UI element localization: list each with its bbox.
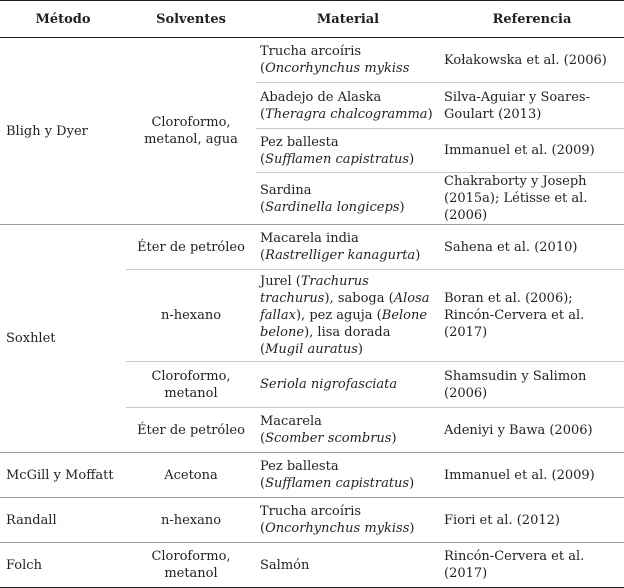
reference-cell: Rincón-Cervera et al. (2017) xyxy=(440,543,624,588)
material-common: Sardina xyxy=(260,182,312,198)
material-common: lisa dorada xyxy=(317,325,391,340)
material-cell: Salmón xyxy=(256,543,440,588)
header-material: Material xyxy=(256,1,440,38)
reference-cell: Boran et al. (2006); Rincón-Cervera et al. (2017) xyxy=(440,270,624,362)
table-row xyxy=(0,38,624,83)
material-common: pez aguja xyxy=(309,308,373,323)
material-common: Macarela xyxy=(260,414,322,429)
material-scientific: Oncorhynchus mykiss xyxy=(265,521,410,536)
material-cell xyxy=(256,362,440,408)
reference-cell: Sahena et al. (2010) xyxy=(440,225,624,270)
solvents-cell: n-hexano xyxy=(126,498,256,543)
material-scientific: Rastrelliger kanagurta xyxy=(265,248,416,263)
method-soxhlet: Soxhlet xyxy=(0,225,126,453)
table-row xyxy=(0,453,624,498)
material-scientific: Oncorhynchus mykiss xyxy=(265,61,410,76)
material-scientific: Mugil auratus xyxy=(265,342,358,357)
material-scientific: Trachurus trachurus xyxy=(260,274,369,306)
material-scientific: Sufflamen capistratus xyxy=(265,476,410,491)
header-row xyxy=(0,1,624,38)
reference-cell: Silva-Aguiar y Soares-Goulart (2013) xyxy=(440,83,624,129)
solvents-cell: Cloroformo, metanol xyxy=(126,543,256,588)
table-row xyxy=(0,225,624,270)
solvents-cell: Cloroformo, metanol xyxy=(126,362,256,408)
table-row xyxy=(0,543,624,588)
reference-cell: Shamsudin y Salimon (2006) xyxy=(440,362,624,408)
reference-cell: Fiori et al. (2012) xyxy=(440,498,624,543)
material-common: Trucha arcoíris xyxy=(260,44,362,59)
reference-cell: Chakraborty y Joseph (2015a); Létisse et al. (2006) xyxy=(440,173,624,225)
reference-cell: Immanuel et al. (2009) xyxy=(440,453,624,498)
material-cell: Jurel (Trachurus trachurus), saboga (Alosa fallax), pez aguja (Belone belone), lisa dorada (Mugil auratus) xyxy=(256,270,440,362)
material-cell: Trucha arcoíris (Oncorhynchus mykiss) xyxy=(256,498,440,543)
method-bligh: Bligh y Dyer xyxy=(0,38,126,225)
table-row xyxy=(0,498,624,543)
material-common: Jurel xyxy=(260,274,292,289)
method-folch: Folch xyxy=(0,543,126,588)
material-scientific: Alosa fallax xyxy=(260,291,430,323)
material-cell: Sardina (Sardinella longiceps) xyxy=(256,173,440,225)
solvents-cell: Éter de petróleo xyxy=(126,225,256,270)
material-scientific: Seriola nigrofasciata xyxy=(260,377,398,392)
material-common: Pez ballesta xyxy=(260,134,339,150)
header-reference: Referencia xyxy=(440,1,624,38)
method-randall: Randall xyxy=(0,498,126,543)
material-common: Pez ballesta xyxy=(260,459,339,474)
material-cell: Macarela (Scomber scombrus) xyxy=(256,408,440,453)
reference-cell: Adeniyi y Bawa (2006) xyxy=(440,408,624,453)
material-scientific: Scomber scombrus xyxy=(265,431,392,446)
material-cell: Trucha arcoíris (Oncorhynchus mykiss xyxy=(260,44,410,76)
material-scientific: Theragra chalcogramma xyxy=(265,106,428,122)
reference-cell: Immanuel et al. (2009) xyxy=(440,129,624,173)
reference-cell: Kołakowska et al. (2006) xyxy=(444,52,607,68)
solvents-cell: Éter de petróleo xyxy=(126,408,256,453)
material-common: Trucha arcoíris xyxy=(260,504,362,519)
material-scientific: Sardinella longiceps xyxy=(265,199,400,215)
material-cell: Abadejo de Alaska (Theragra chalcogramma) xyxy=(256,83,440,129)
material-scientific: Belone belone xyxy=(260,308,428,340)
material-common: Abadejo de Alaska xyxy=(260,89,382,105)
solvents-bligh: Cloroformo, metanol, agua xyxy=(126,38,256,225)
material-cell: Pez ballesta (Sufflamen capistratus) xyxy=(256,129,440,173)
material-common: Macarela india xyxy=(260,231,359,246)
solvents-cell: Acetona xyxy=(126,453,256,498)
solvents-cell: n-hexano xyxy=(126,270,256,362)
header-method: Método xyxy=(0,1,126,38)
material-cell: Macarela india (Rastrelliger kanagurta) xyxy=(256,225,440,270)
material-scientific: Sufflamen capistratus xyxy=(265,151,410,167)
header-solvents: Solventes xyxy=(126,1,256,38)
material-common: saboga xyxy=(337,291,385,306)
method-mcgill: McGill y Moffatt xyxy=(0,453,126,498)
material-cell: Pez ballesta (Sufflamen capistratus) xyxy=(256,453,440,498)
